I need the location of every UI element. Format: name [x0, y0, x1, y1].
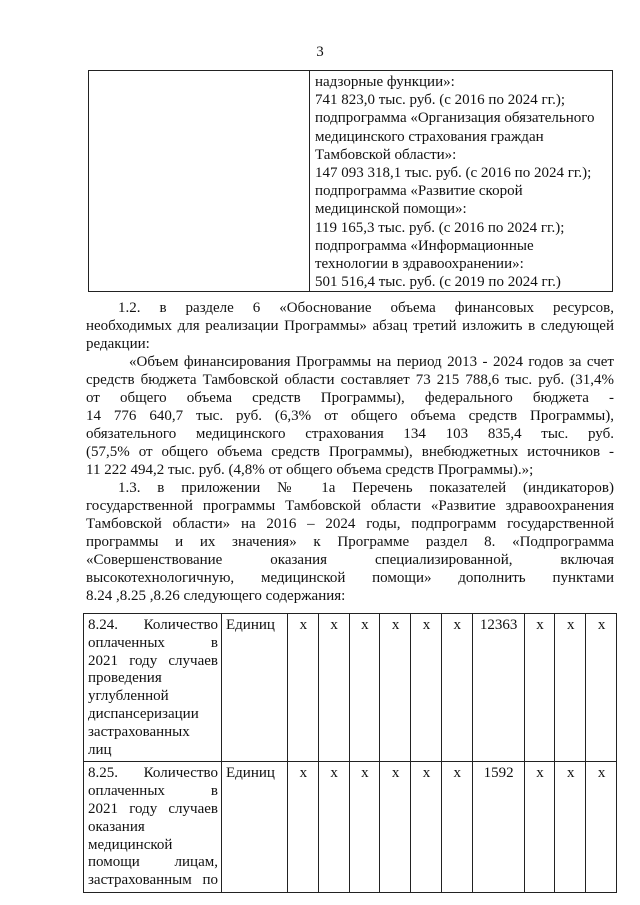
- empty-cell: [89, 71, 310, 292]
- text-line: средств бюджета Тамбовской области составляет 73 215 788,6 тыс. руб. (31,4%: [86, 372, 614, 388]
- value-cell: x: [555, 762, 586, 893]
- funding-line: технологии в здравоохранении»:: [315, 256, 524, 273]
- text-line: Тамбовской области» на 2016 – 2024 годы, подпрограмм государственной: [86, 516, 614, 532]
- value-cell: x: [380, 614, 411, 762]
- text-line: оплаченных в: [88, 783, 218, 800]
- value-cell: x: [524, 762, 555, 893]
- unit-cell: Единиц: [222, 762, 288, 893]
- text-line: 14 776 640,7 тыс. руб. (6,3% от общего объема средств Программы),: [86, 408, 614, 424]
- indicators-table: [83, 613, 617, 893]
- value-cell: x: [349, 762, 380, 893]
- funding-line: медицинского страхования граждан: [315, 128, 544, 145]
- text-line: 8.25. Количество: [88, 765, 218, 782]
- text-line: лиц: [88, 741, 112, 758]
- funding-line: 501 516,4 тыс. руб. (с 2019 по 2024 гг.): [315, 274, 561, 291]
- text-line: «Объем финансирования Программы на период 2013 - 2024 годов за счет: [129, 354, 614, 370]
- text-line: помощи лицам,: [88, 854, 218, 871]
- value-cell: x: [318, 762, 349, 893]
- unit-cell: Единиц: [222, 614, 288, 762]
- text-line: застрахованным по: [88, 872, 218, 889]
- indicator-name-cell: [84, 762, 222, 893]
- text-line: необходимых для реализации Программы» абзац третий изложить в следующей: [86, 318, 614, 334]
- text-line: 1.2. в разделе 6 «Обоснование объема финансовых ресурсов,: [118, 300, 614, 316]
- value-cell: x: [411, 614, 442, 762]
- value-cell: 1592: [472, 762, 524, 893]
- text-line: государственной программы Тамбовской области «Развитие здравоохранения: [86, 498, 614, 514]
- funding-line: медицинской помощи»:: [315, 201, 467, 218]
- value-cell: x: [586, 614, 617, 762]
- text-line: высокотехнологичную, медицинской помощи» дополнить пунктами: [86, 570, 614, 586]
- value-cell: x: [524, 614, 555, 762]
- value-cell: x: [288, 762, 319, 893]
- value-cell: x: [441, 614, 472, 762]
- text-line: 8.24 ,8.25 ,8.26 следующего содержания:: [86, 588, 346, 604]
- text-line: редакции:: [86, 336, 150, 352]
- value-cell: 12363: [472, 614, 524, 762]
- table-row: [84, 614, 617, 762]
- text-line: от общего объема средств Программы), федерального бюджета -: [86, 390, 614, 406]
- value-cell: x: [411, 762, 442, 893]
- funding-line: 741 823,0 тыс. руб. (с 2016 по 2024 гг.);: [315, 92, 565, 109]
- text-line: обязательного медицинского страхования 134 103 835,4 тыс. руб.: [86, 426, 614, 442]
- value-cell: x: [586, 762, 617, 893]
- program-funding-table: [88, 70, 613, 292]
- value-cell: x: [380, 762, 411, 893]
- text-line: 11 222 494,2 тыс. руб. (4,8% от общего объема средств Программы).»;: [86, 462, 534, 478]
- value-cell: x: [555, 614, 586, 762]
- funding-cell: [310, 71, 613, 292]
- funding-line: подпрограмма «Информационные: [315, 237, 534, 254]
- text-line: 8.24. Количество: [88, 617, 218, 633]
- funding-line: подпрограмма «Организация обязательного: [315, 110, 595, 127]
- text-line: «Совершенствование оказания специализированной, включая: [86, 552, 614, 568]
- text-line: программы и их значения» к Программе раздел 8. «Подпрограмма: [86, 534, 614, 550]
- text-line: проведения: [88, 670, 162, 687]
- funding-line: Тамбовской области»:: [315, 146, 457, 163]
- value-cell: x: [288, 614, 319, 762]
- funding-line: надзорные функции»:: [315, 74, 455, 90]
- text-line: 1.3. в приложении № 1а Перечень показателей (индикаторов): [118, 480, 614, 496]
- text-line: медицинской: [88, 836, 173, 853]
- indicator-name-cell: [84, 614, 222, 762]
- text-line: оплаченных в: [88, 634, 218, 651]
- value-cell: x: [349, 614, 380, 762]
- funding-line: 119 165,3 тыс. руб. (с 2016 по 2024 гг.);: [315, 219, 565, 236]
- value-cell: x: [318, 614, 349, 762]
- text-line: 2021 году случаев: [88, 800, 218, 817]
- text-line: углубленной: [88, 688, 169, 705]
- value-cell: x: [441, 762, 472, 893]
- funding-line: 147 093 318,1 тыс. руб. (с 2016 по 2024 гг.);: [315, 165, 592, 182]
- text-line: оказания: [88, 818, 145, 835]
- text-line: 2021 году случаев: [88, 652, 218, 669]
- text-line: застрахованных: [88, 723, 190, 740]
- text-line: диспансеризации: [88, 705, 199, 722]
- page-number: 3: [316, 44, 324, 60]
- text-line: (57,5% от общего объема средств Программы), внебюджетных источников -: [86, 444, 614, 460]
- table-row: [84, 762, 617, 893]
- funding-line: подпрограмма «Развитие скорой: [315, 183, 523, 200]
